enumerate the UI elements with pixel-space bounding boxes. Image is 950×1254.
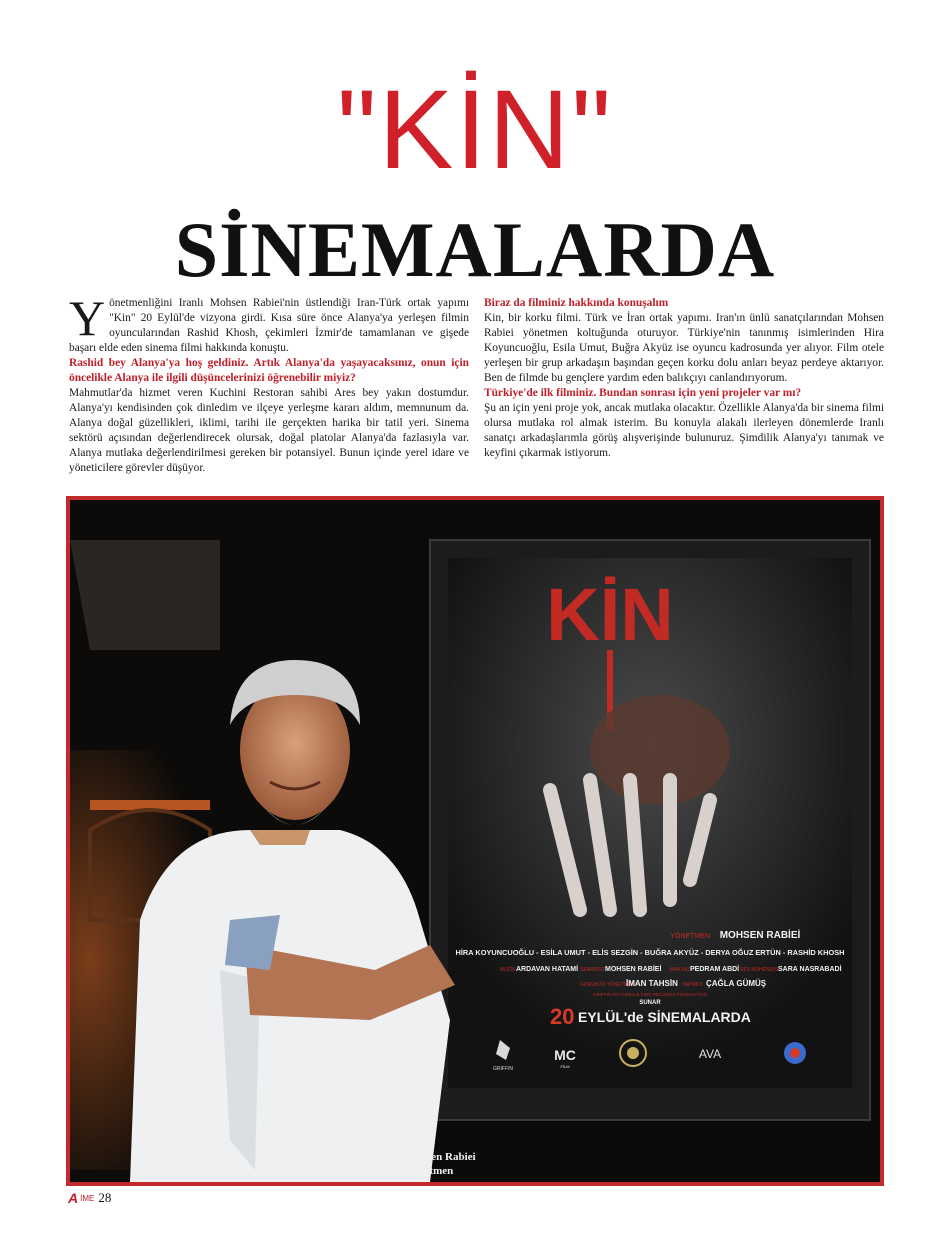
feature-photo: [66, 496, 884, 1186]
magazine-logo-text: İME: [80, 1193, 95, 1203]
photo-caption: [405, 1150, 476, 1178]
poster-presents: SUNAR: [639, 1000, 661, 1006]
interview-answer: Kin, bir korku filmi. Türk ve İran ortak yapımı. Iran'ın ünlü sanatçılarından Mohsen Rabiei yönetmen koltuğunda oturuyor. Türkiye'nin tanınmış isimlerinden Hira Koyuncuoğlu, Esila Umut, Buğra Akyüz ise oyuncu kadrosunda yer alıyor. Film otele yerleşen bir grup arkadaşın başından geçen korku dolu anları beyaz perdeye aktarıyor. Ben de filmde bu gençlere yardım eden balıkçıyı canlandırıyorum.: [484, 312, 884, 384]
page-footer: [68, 1190, 111, 1206]
poster-music-label: MÜZİK: [500, 967, 516, 973]
interview-answer: Şu an için yeni proje yok, ancak mutlaka olacaktır. Özellikle Alanya'da bir sinema filmi olursa mutlaka rol almak isterim. Bu konuyla alakalı ilerleyen dönemlerde Iranlı sanatçı arkadaşlarımla görüş alışverişinde bulunuruz. Şimdilik Alanya'yı tanımak ve keyfini çıkarmak istiyorum.: [484, 402, 884, 459]
magazine-logo: A: [68, 1190, 79, 1206]
svg-text:MC: MC: [554, 1047, 576, 1063]
poster-logo-ring: [784, 1042, 806, 1064]
interview-question: Türkiye'de ilk filminiz. Bundan sonrası için yeni projeler var mı?: [484, 387, 802, 399]
poster-dop: İMAN TAHSİN: [626, 979, 678, 988]
poster-producer: ÇAĞLA GÜMÜŞ: [706, 979, 767, 988]
poster-production: GRIFFIN PICTURES & KING RECORDS PRODUCTION: [593, 992, 707, 997]
svg-text:FİLM: FİLM: [560, 1064, 570, 1069]
poster-writer: MOHSEN RABİEİ: [605, 966, 662, 973]
left-column: [69, 290, 469, 476]
poster-face: [590, 695, 730, 805]
intro-paragraph: [69, 290, 469, 356]
interview-answer: Mahmutlar'da hizmet veren Kuchini Restoran sahibi Ares bey yakın dostumdur. Alanya'yı kendisinden çok dinledim ve ilçeye yerleşme kararı aldım, memnunum da. Alanya doğal güzellikleri, iklimi, tarihi ile gerçekten harika bir tatil yeri. Sinema sektörü açısından değerlendirecek olursak, doğal platolar Alanya'da fazlasıyla var. Alanya mutlaka değerlendirilmesi gereken bir potansiyel. Bunun içinde yerel idare ve yöneticilere görevler düşüyor.: [69, 387, 469, 474]
poster-producer-label: YAPIMCI: [682, 982, 703, 988]
headline-title: "KİN": [336, 67, 614, 192]
poster-art-label: SES MÜHENDİSİ: [740, 967, 780, 973]
page-number: 28: [98, 1190, 112, 1205]
headline-subtitle: SİNEMALARDA: [174, 206, 776, 293]
caption-role: Yönetmen: [405, 1165, 454, 1177]
interview-question: Biraz da filminiz hakkında konuşalım: [484, 297, 669, 309]
poster-release-text: EYLÜL'de SİNEMALARDA: [578, 1009, 751, 1025]
poster-director: MOHSEN RABİEİ: [719, 930, 801, 941]
poster-makeup-label: MAKYAJ: [670, 967, 690, 973]
poster-art: SARA NASRABADİ: [778, 966, 842, 973]
svg-text:AVA: AVA: [698, 1047, 722, 1061]
poster-director-label: YÖNETMEN: [670, 933, 710, 940]
intro-text: önetmenliğini Iranlı Mohsen Rabiei'nin üstlendiği Iran-Türk ortak yapımı "Kin" 20 Eylül'de vizyona girdi. Kısa süre önce Alanya'ya yerleşen filmin oyuncularından Rashid Khosh, çekimleri İzmir'de tamamlanan ve gişede başarı elde eden sinema filmi hakkında konuştu.: [69, 297, 469, 354]
poster-release-number: 20: [550, 1004, 575, 1029]
poster-makeup: PEDRAM ABDİ: [690, 966, 740, 973]
ceiling-panel: [70, 540, 220, 650]
caption-name: Mohsen Rabiei: [405, 1151, 476, 1163]
poster-music: ARDAVAN HATAMİ: [516, 966, 579, 973]
poster-writer-label: SENARİST: [580, 967, 606, 973]
interview-question: Rashid bey Alanya'ya hoş geldiniz. Artık Alanya'da yaşayacaksınız, onun için öncelikle Alanya ile ilgili düşüncelerinizi öğrenebilir miyiz?: [69, 357, 469, 384]
drop-cap: Y: [69, 290, 106, 346]
svg-text:GRIFFIN: GRIFFIN: [493, 1066, 513, 1072]
poster-logo-ava: [699, 1047, 721, 1061]
poster-cast: HİRA KOYUNCUOĞLU - ESİLA UMUT - ELİS SEZGİN - BUĞRA AKYÜZ - DERYA OĞUZ ERTÜN - RASHİD KHOSH: [455, 948, 845, 957]
poster-dop-label: GÖRÜNTÜ YÖNETMENİ: [580, 982, 637, 988]
poster-title: KİN: [546, 573, 674, 656]
right-column: [484, 296, 884, 461]
